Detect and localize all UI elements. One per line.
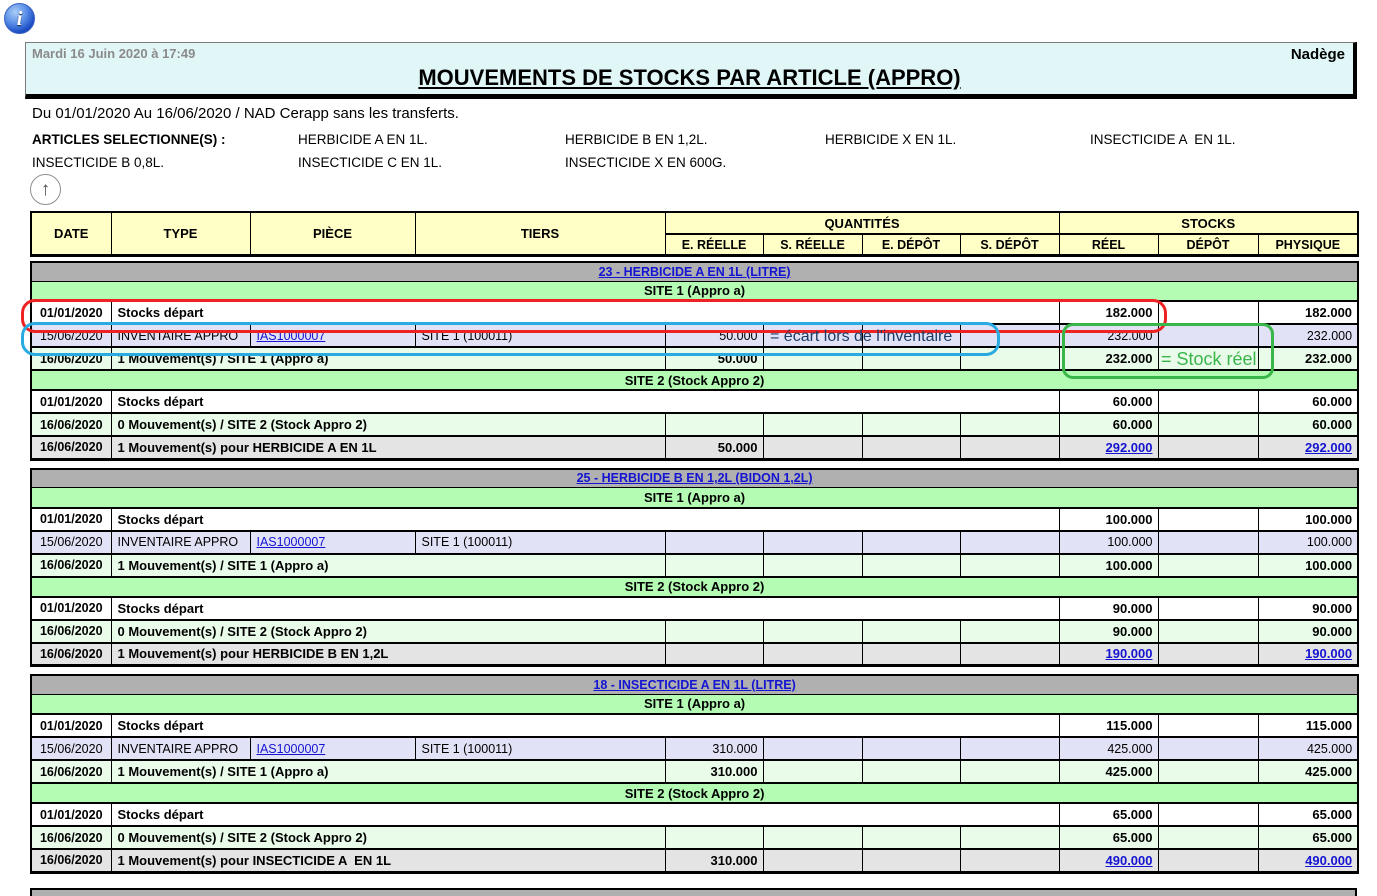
selected-articles (32, 132, 1362, 178)
qty-s-depot-cell (960, 737, 1059, 760)
articles-label: ARTICLES SELECTIONNE(S) : (32, 132, 226, 147)
qty-s-depot-cell (960, 620, 1059, 643)
qty-e-depot-cell (862, 554, 960, 577)
stock-depot-cell (1158, 597, 1258, 620)
site-header-cell: SITE 1 (Appro a) (31, 281, 1358, 301)
col-header-e-reelle: E. RÉELLE (665, 234, 763, 256)
qty-s-depot-cell (960, 436, 1059, 459)
qty-e-depot-cell (862, 436, 960, 459)
date-cell: 01/01/2020 (31, 301, 111, 324)
qty-s-reelle-cell (763, 737, 862, 760)
qty-s-reelle-cell (763, 347, 862, 370)
site-header-row (31, 488, 1358, 508)
table-row (31, 737, 1358, 760)
article-item: HERBICIDE X EN 1L. (825, 132, 957, 147)
type-cell: INVENTAIRE APPRO (111, 324, 250, 347)
date-cell: 16/06/2020 (31, 554, 111, 577)
stock-physique-cell: 425.000 (1258, 760, 1358, 783)
stock-physique-cell: 232.000 (1258, 324, 1358, 347)
stock-physique-link[interactable]: 292.000 (1305, 439, 1353, 455)
qty-e-reelle-cell: 310.000 (665, 760, 763, 783)
table-row (31, 508, 1358, 531)
label-cell: 0 Mouvement(s) / SITE 2 (Stock Appro 2) (111, 826, 665, 849)
qty-e-depot-cell (862, 826, 960, 849)
stock-depot-cell (1158, 508, 1258, 531)
qty-s-reelle-cell (763, 760, 862, 783)
col-header-physique: PHYSIQUE (1258, 234, 1358, 256)
stock-reel-link[interactable]: 190.000 (1105, 646, 1153, 662)
info-icon-glyph: i (16, 7, 23, 30)
label-cell: 1 Mouvement(s) / SITE 1 (Appro a) (111, 554, 665, 577)
label-cell: Stocks départ (111, 301, 1059, 324)
date-cell: 01/01/2020 (31, 803, 111, 826)
table-row (31, 849, 1358, 872)
period-filter-text: Du 01/01/2020 Au 16/06/2020 / NAD Cerapp sans les transferts. (32, 105, 459, 122)
section-title-cell (31, 469, 1358, 488)
stock-physique-cell: 115.000 (1258, 714, 1358, 737)
stock-physique-cell: 425.000 (1258, 737, 1358, 760)
stock-physique-cell: 100.000 (1258, 531, 1358, 554)
piece-link[interactable]: IAS1000007 (256, 535, 326, 549)
stock-physique-cell: 90.000 (1258, 597, 1358, 620)
piece-link[interactable]: IAS1000007 (256, 328, 326, 343)
table-row (31, 760, 1358, 783)
stock-depot-cell (1158, 390, 1258, 413)
qty-e-reelle-cell: 310.000 (665, 849, 763, 872)
col-header-s-reelle: S. RÉELLE (763, 234, 862, 256)
stock-reel-cell: 100.000 (1059, 554, 1158, 577)
date-cell: 16/06/2020 (31, 826, 111, 849)
qty-s-depot-cell (960, 849, 1059, 872)
qty-e-reelle-cell: 50.000 (665, 436, 763, 459)
stock-reel-cell: 90.000 (1059, 620, 1158, 643)
qty-e-depot-cell (862, 620, 960, 643)
date-cell: 01/01/2020 (31, 508, 111, 531)
table-row (31, 714, 1358, 737)
table-row (31, 324, 1358, 347)
user-name: Nadège (1290, 46, 1345, 63)
article-section-link[interactable]: 25 - HERBICIDE B EN 1,2L (BIDON 1,2L) (576, 471, 813, 486)
stock-reel-cell: 100.000 (1059, 508, 1158, 531)
stock-depot-cell (1158, 436, 1258, 459)
qty-e-reelle-cell (665, 413, 763, 436)
stock-reel-cell: 425.000 (1059, 737, 1158, 760)
stock-depot-cell (1158, 620, 1258, 643)
label-cell: 1 Mouvement(s) / SITE 1 (Appro a) (111, 760, 665, 783)
qty-e-reelle-cell: 50.000 (665, 347, 763, 370)
date-cell: 15/06/2020 (31, 531, 111, 554)
section-title-row (31, 262, 1358, 281)
qty-e-reelle-cell: 310.000 (665, 737, 763, 760)
section-title-cell (31, 262, 1358, 281)
scroll-top-icon[interactable] (30, 174, 61, 205)
table-row (31, 347, 1358, 370)
label-cell: 1 Mouvement(s) pour HERBICIDE A EN 1L (111, 436, 665, 459)
article-item: HERBICIDE B EN 1,2L. (565, 132, 708, 147)
stock-reel-cell: 115.000 (1059, 714, 1158, 737)
qty-s-reelle-cell (763, 643, 862, 666)
stock-depot-cell (1158, 554, 1258, 577)
date-cell: 16/06/2020 (31, 436, 111, 459)
stock-physique-cell: 100.000 (1258, 554, 1358, 577)
date-cell: 01/01/2020 (31, 390, 111, 413)
site-header-cell: SITE 2 (Stock Appro 2) (31, 370, 1358, 390)
stock-depot-cell (1158, 301, 1258, 324)
site-header-row (31, 370, 1358, 390)
next-section-partial-bar (30, 888, 1357, 896)
qty-e-depot-cell (862, 413, 960, 436)
qty-s-reelle-cell (763, 554, 862, 577)
article-item: INSECTICIDE X EN 600G. (565, 155, 727, 170)
stock-physique-cell (1258, 849, 1358, 872)
date-cell: 01/01/2020 (31, 597, 111, 620)
group-header-stocks: STOCKS (1059, 212, 1358, 234)
table-row (31, 436, 1358, 459)
qty-s-reelle-cell (763, 324, 862, 347)
page-title: MOUVEMENTS DE STOCKS PAR ARTICLE (APPRO) (418, 65, 961, 90)
qty-e-depot-cell (862, 737, 960, 760)
qty-s-depot-cell (960, 324, 1059, 347)
stock-reel-cell: 425.000 (1059, 760, 1158, 783)
qty-e-reelle-cell (665, 826, 763, 849)
qty-s-reelle-cell (763, 436, 862, 459)
table-row (31, 643, 1358, 666)
label-cell: Stocks départ (111, 803, 1059, 826)
stock-depot-cell (1158, 826, 1258, 849)
article-section-link[interactable]: 23 - HERBICIDE A EN 1L (LITRE) (598, 264, 791, 279)
type-cell: INVENTAIRE APPRO (111, 531, 250, 554)
date-cell: 16/06/2020 (31, 849, 111, 872)
label-cell: Stocks départ (111, 508, 1059, 531)
date-cell: 16/06/2020 (31, 620, 111, 643)
stock-depot-cell (1158, 347, 1258, 370)
label-cell: 0 Mouvement(s) / SITE 2 (Stock Appro 2) (111, 620, 665, 643)
qty-s-depot-cell (960, 826, 1059, 849)
stock-physique-cell: 65.000 (1258, 803, 1358, 826)
col-header-tiers: TIERS (415, 212, 665, 256)
article-sections (30, 261, 1357, 881)
piece-cell (250, 531, 415, 554)
section-title-row (31, 469, 1358, 488)
stock-physique-cell: 60.000 (1258, 390, 1358, 413)
qty-s-reelle-cell (763, 826, 862, 849)
date-cell: 15/06/2020 (31, 737, 111, 760)
qty-s-depot-cell (960, 413, 1059, 436)
site-header-cell: SITE 2 (Stock Appro 2) (31, 577, 1358, 597)
date-cell: 15/06/2020 (31, 324, 111, 347)
site-header-row (31, 281, 1358, 301)
date-cell: 16/06/2020 (31, 413, 111, 436)
annotation-ecart-label: = écart lors de l'inventaire (770, 328, 953, 345)
piece-cell (250, 737, 415, 760)
qty-e-depot-cell (862, 324, 960, 347)
col-header-reel: RÉEL (1059, 234, 1158, 256)
col-header-date: DATE (31, 212, 111, 256)
stock-physique-cell: 182.000 (1258, 301, 1358, 324)
stock-reel-cell: 100.000 (1059, 531, 1158, 554)
stock-reel-cell (1059, 643, 1158, 666)
stock-reel-cell: 90.000 (1059, 597, 1158, 620)
article-section-table (30, 468, 1359, 668)
piece-cell (250, 324, 415, 347)
stock-reel-link[interactable]: 292.000 (1105, 439, 1153, 455)
label-cell: 1 Mouvement(s) pour INSECTICIDE A EN 1L (111, 849, 665, 872)
stock-physique-cell (1258, 643, 1358, 666)
article-item: INSECTICIDE C EN 1L. (298, 155, 443, 170)
stock-physique-link[interactable]: 490.000 (1305, 852, 1353, 868)
col-header-type: TYPE (111, 212, 250, 256)
qty-e-depot-cell (862, 347, 960, 370)
tiers-cell: SITE 1 (100011) (415, 737, 665, 760)
report-datetime: Mardi 16 Juin 2020 à 17:49 (32, 46, 196, 61)
stock-physique-cell: 60.000 (1258, 413, 1358, 436)
date-cell: 16/06/2020 (31, 347, 111, 370)
stock-table-header (30, 211, 1359, 257)
label-cell: 1 Mouvement(s) pour HERBICIDE B EN 1,2L (111, 643, 665, 666)
col-header-s-depot: S. DÉPÔT (960, 234, 1059, 256)
table-row (31, 554, 1358, 577)
up-arrow-glyph: ↑ (40, 179, 51, 200)
article-item: INSECTICIDE B 0,8L. (32, 155, 165, 170)
qty-e-reelle-cell (665, 531, 763, 554)
col-header-depot: DÉPÔT (1158, 234, 1258, 256)
qty-s-depot-cell (960, 554, 1059, 577)
stock-reel-cell: 65.000 (1059, 803, 1158, 826)
date-cell: 16/06/2020 (31, 643, 111, 666)
table-row (31, 597, 1358, 620)
article-section-table (30, 674, 1359, 874)
article-item: HERBICIDE A EN 1L. (298, 132, 428, 147)
qty-e-reelle-cell (665, 643, 763, 666)
qty-s-depot-cell (960, 760, 1059, 783)
tiers-cell: SITE 1 (100011) (415, 531, 665, 554)
section-title-cell (31, 675, 1358, 694)
article-item: INSECTICIDE A EN 1L. (1090, 132, 1236, 147)
stock-physique-link[interactable]: 190.000 (1305, 646, 1353, 662)
qty-s-reelle-cell (763, 849, 862, 872)
qty-e-depot-cell (862, 643, 960, 666)
col-header-e-depot: E. DÉPÔT (862, 234, 960, 256)
site-header-cell: SITE 2 (Stock Appro 2) (31, 783, 1358, 803)
stock-depot-cell (1158, 849, 1258, 872)
article-section-link[interactable]: 18 - INSECTICIDE A EN 1L (LITRE) (593, 677, 796, 692)
table-row (31, 826, 1358, 849)
qty-s-reelle-cell (763, 413, 862, 436)
qty-s-depot-cell (960, 347, 1059, 370)
qty-e-reelle-cell (665, 554, 763, 577)
piece-link[interactable]: IAS1000007 (256, 741, 326, 756)
stock-physique-cell: 65.000 (1258, 826, 1358, 849)
stock-reel-cell (1059, 436, 1158, 459)
type-cell: INVENTAIRE APPRO (111, 737, 250, 760)
stock-depot-cell (1158, 803, 1258, 826)
stock-reel-link[interactable]: 490.000 (1105, 852, 1153, 868)
stock-reel-cell: 232.000 (1059, 324, 1158, 347)
stock-physique-cell: 100.000 (1258, 508, 1358, 531)
tiers-cell: SITE 1 (100011) (415, 324, 665, 347)
article-section-table (30, 261, 1359, 461)
stock-physique-cell: 232.000 (1258, 347, 1358, 370)
stock-depot-cell (1158, 531, 1258, 554)
stock-reel-cell: 60.000 (1059, 390, 1158, 413)
stock-depot-cell (1158, 643, 1258, 666)
site-header-cell: SITE 1 (Appro a) (31, 694, 1358, 714)
info-icon[interactable] (4, 3, 35, 34)
site-header-row (31, 577, 1358, 597)
qty-e-depot-cell (862, 849, 960, 872)
stock-depot-cell (1158, 737, 1258, 760)
site-header-row (31, 694, 1358, 714)
section-title-row (31, 675, 1358, 694)
col-header-piece: PIÈCE (250, 212, 415, 256)
label-cell: 0 Mouvement(s) / SITE 2 (Stock Appro 2) (111, 413, 665, 436)
stock-reel-cell: 65.000 (1059, 826, 1158, 849)
label-cell: Stocks départ (111, 714, 1059, 737)
qty-s-reelle-cell (763, 620, 862, 643)
table-header-row (31, 212, 1358, 234)
label-cell: Stocks départ (111, 390, 1059, 413)
qty-s-depot-cell (960, 531, 1059, 554)
stock-depot-cell (1158, 324, 1258, 347)
qty-s-reelle-cell (763, 531, 862, 554)
date-cell: 01/01/2020 (31, 714, 111, 737)
stock-physique-cell: 90.000 (1258, 620, 1358, 643)
date-cell: 16/06/2020 (31, 760, 111, 783)
table-row (31, 803, 1358, 826)
stock-reel-cell (1059, 849, 1158, 872)
table-row (31, 413, 1358, 436)
table-row (31, 620, 1358, 643)
stock-reel-cell: 60.000 (1059, 413, 1158, 436)
report-header (25, 42, 1357, 99)
stock-depot-cell (1158, 760, 1258, 783)
qty-e-reelle-cell: 50.000 (665, 324, 763, 347)
group-header-quantites: QUANTITÉS (665, 212, 1059, 234)
qty-e-depot-cell (862, 760, 960, 783)
qty-e-depot-cell (862, 531, 960, 554)
site-header-row (31, 783, 1358, 803)
table-row (31, 301, 1358, 324)
qty-s-depot-cell (960, 643, 1059, 666)
stock-depot-cell (1158, 714, 1258, 737)
label-cell: 1 Mouvement(s) / SITE 1 (Appro a) (111, 347, 665, 370)
stock-depot-cell (1158, 413, 1258, 436)
qty-e-reelle-cell (665, 620, 763, 643)
site-header-cell: SITE 1 (Appro a) (31, 488, 1358, 508)
table-row (31, 531, 1358, 554)
label-cell: Stocks départ (111, 597, 1059, 620)
annotation-stock-reel-label: = Stock réel (1161, 349, 1257, 369)
stock-reel-cell: 232.000 (1059, 347, 1158, 370)
stock-physique-cell (1258, 436, 1358, 459)
table-row (31, 390, 1358, 413)
stock-reel-cell: 182.000 (1059, 301, 1158, 324)
